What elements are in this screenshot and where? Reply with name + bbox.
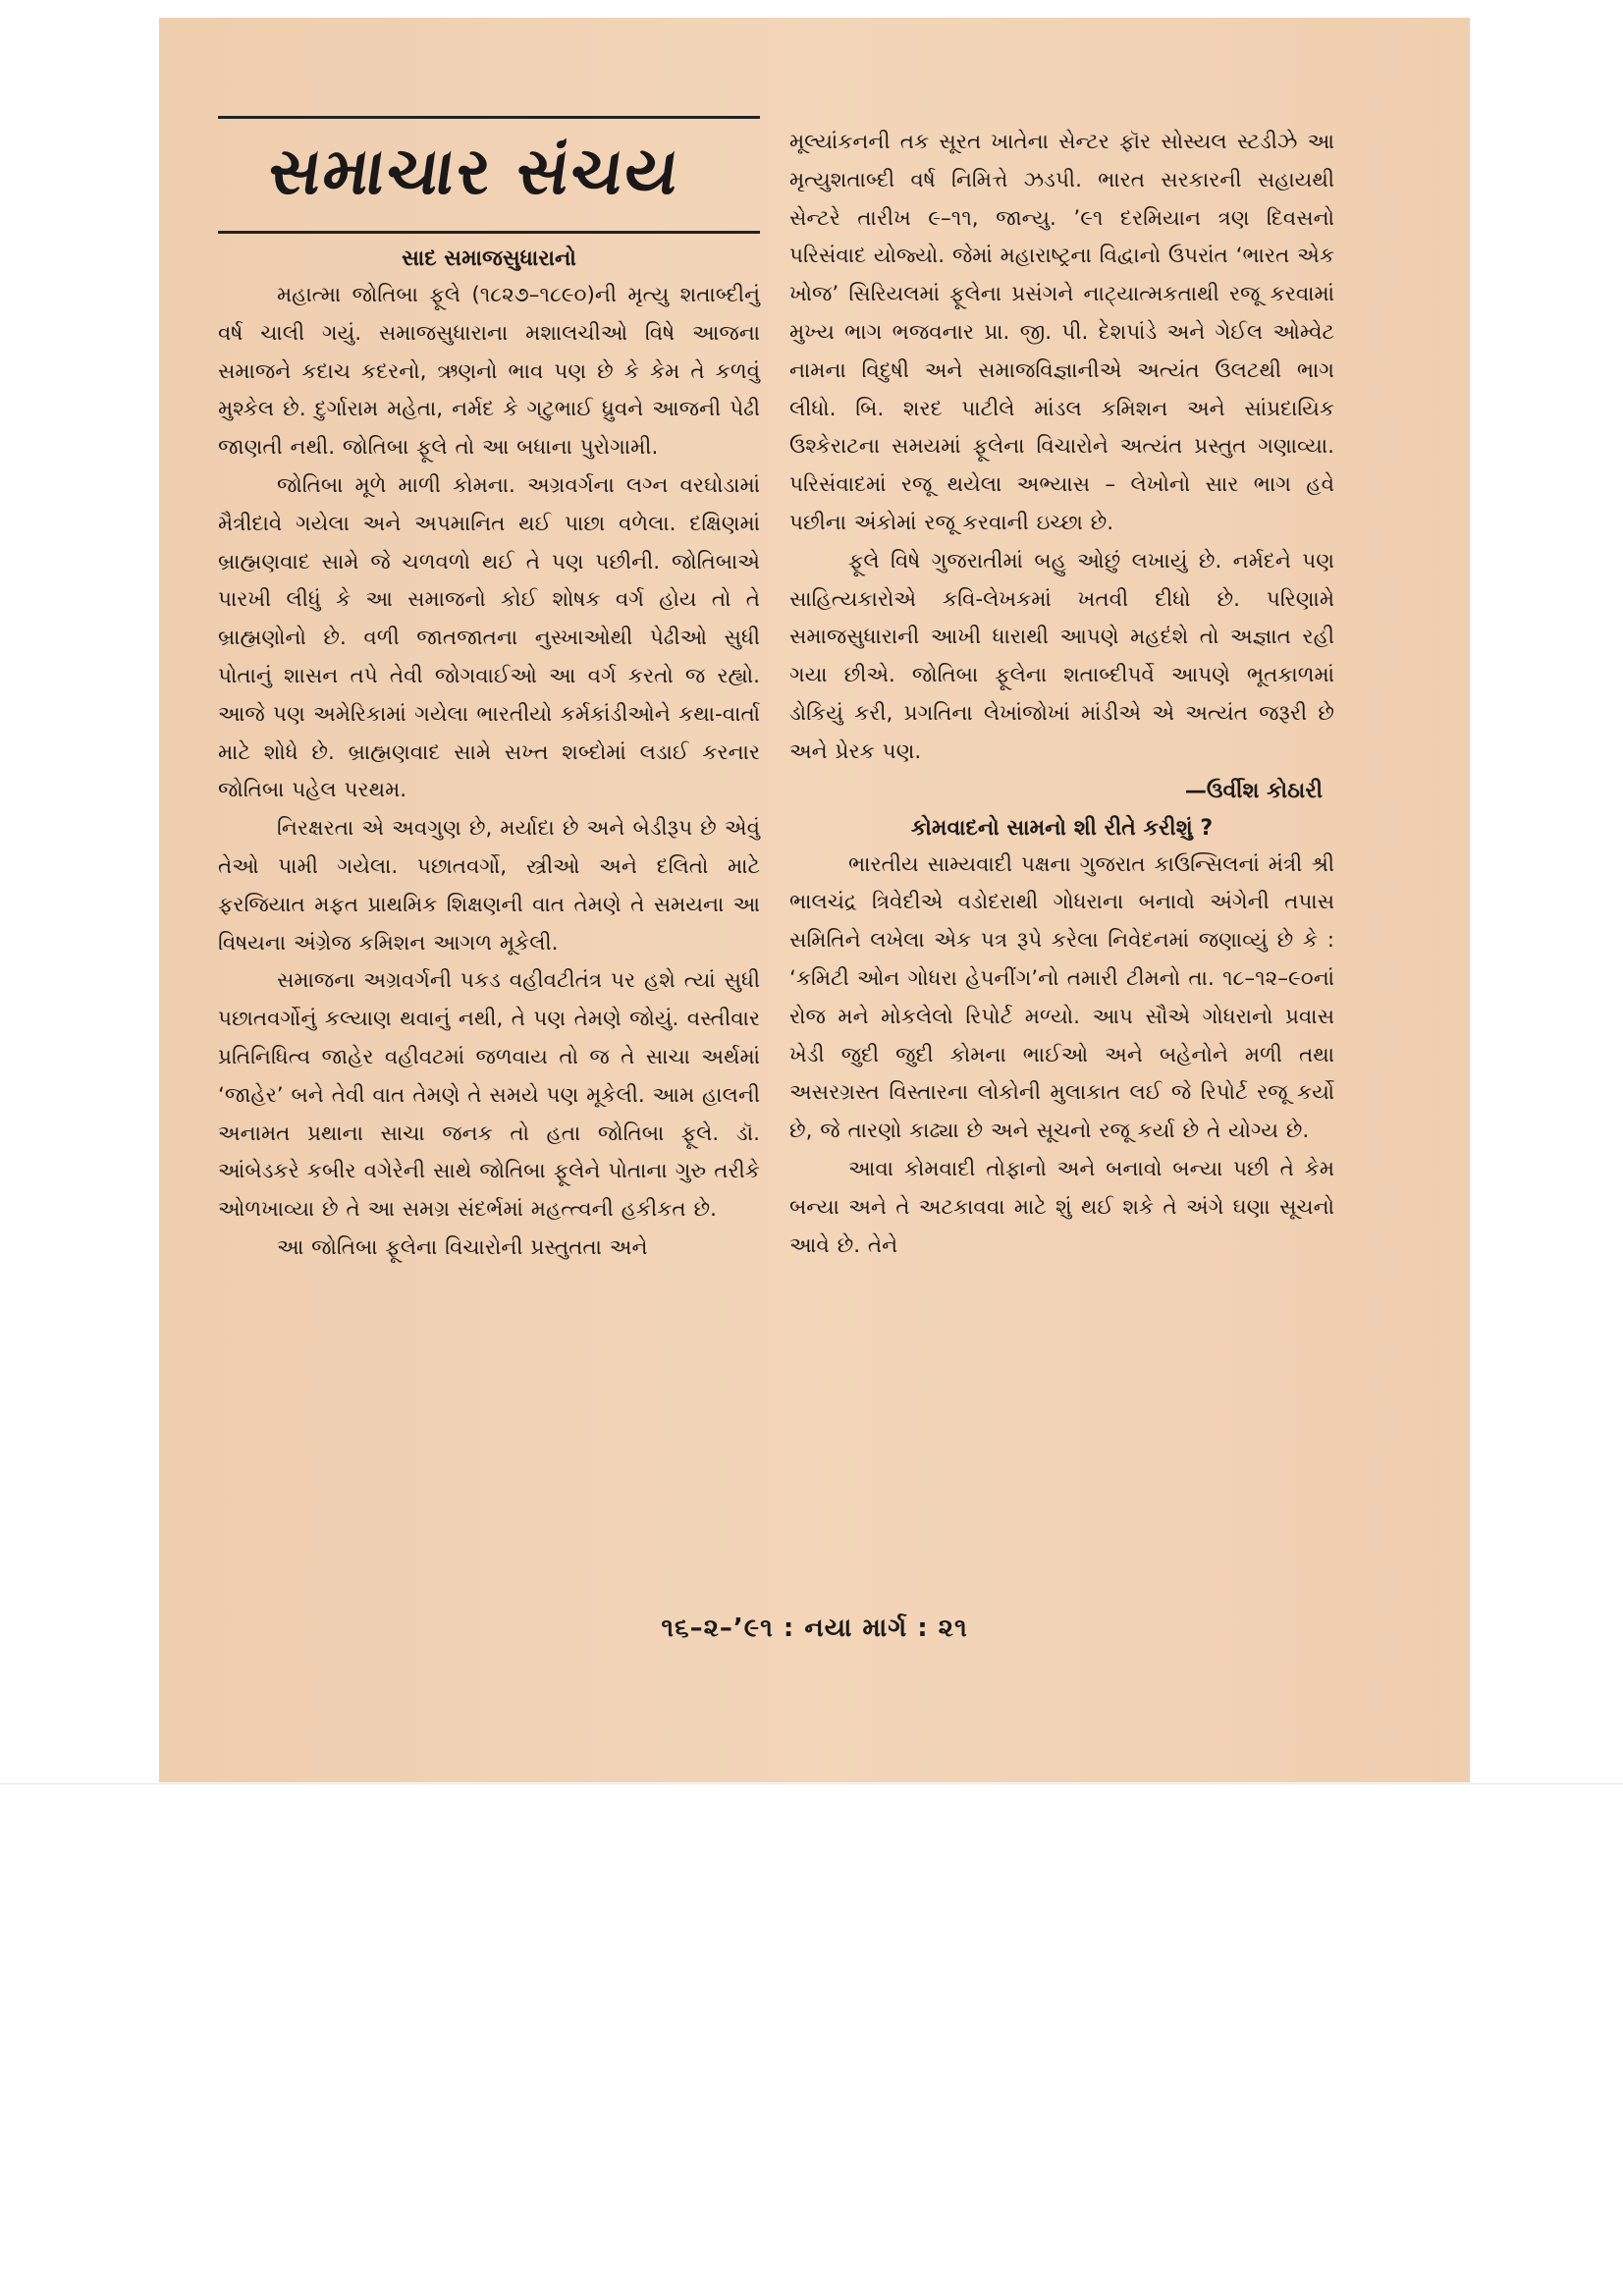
article-heading: કોમવાદનો સામનો શી રીતે કરીશું ?: [910, 815, 1214, 841]
article-social-reform-continued: [789, 124, 1334, 811]
article-paragraph: ભારતીય સામ્યવાદી પક્ષના ગુજરાત કાઉન્સિલનાં મંત્રી શ્રી ભાલચંદ્ર ત્રિવેદીએ વડોદરાથી ગોધરાના બનાવો અંગેની તપાસ સમિતિને લખેલા એક પત્ર રૂપે કરેલા નિવેદનમાં જણાવ્યું છે કે : ‘કમિટી ઓન ગોધરા હેપનીંગ’નો તમારી ટીમનો તા. ૧૮–૧૨–૯૦નાં રોજ મને મોકલેલો રિપોર્ટ મળ્યો. આપ સૌએ ગોધરાનો પ્રવાસ ખેડી જુદી જુદી કોમના ભાઈઓ અને બહેનોને મળી તથા અસરગ્રસ્ત વિસ્તારના લોકોની મુલાકાત લઈ જે રિપોર્ટ રજૂ કર્યો છે, જે તારણો કાઢ્યા છે અને સૂચનો રજૂ કર્યા છે તે યોગ્ય છે.: [789, 851, 1334, 1144]
page-footer: ૧૬–૨–’૯૧ : નયા માર્ગ : ૨૧: [661, 1613, 968, 1643]
article-paragraph: સમાજના અગ્રવર્ગની પકડ વહીવટીતંત્ર પર હશે ત્યાં સુધી પછાતવર્ગોનું કલ્યાણ થવાનું નથી, તે પણ તેમણે જોયું. વસ્તીવાર પ્રતિનિધિત્વ જાહેર વહીવટમાં જળવાય તો જ તે સાચા અર્થમાં ‘જાહેર’ બને તેવી વાત તેમણે તે સમયે પણ મૂકેલી. આમ હાલની અનામત પ્રથાના સાચા જનક તો હતા જોતિબા ફૂલે. ડૉ. આંબેડકરે કબીર વગેરેની સાથે જોતિબા ફૂલેને પોતાના ગુરુ તરીકે ઓળખાવ્યા છે તે આ સમગ્ર સંદર્ભમાં મહત્ત્વની હકીકત છે.: [218, 968, 760, 1223]
section-masthead: [218, 116, 760, 234]
article-paragraph: મૂલ્યાંકનની તક સૂરત ખાતેના સેન્ટર ફૉર સોસ્યલ સ્ટડીઝે આ મૃત્યુશતાબ્દી વર્ષ નિમિત્તે ઝડપી. ભારત સરકારની સહાયથી સેન્ટરે તારીખ ૯–૧૧, જાન્યુ. ’૯૧ દરમિયાન ત્રણ દિવસનો પરિસંવાદ યોજ્યો. જેમાં મહારાષ્ટ્રના વિદ્વાનો ઉપરાંત ‘ભારત એક ખોજ’ સિરિયલમાં ફૂલેના પ્રસંગને નાટ્યાત્મકતાથી રજૂ કરવામાં મુખ્ય ભાગ ભજવનાર પ્રા. જી. પી. દેશપાંડે અને ગેઈલ ઓમ્વેટ નામના વિદુષી અને સમાજવિજ્ઞાનીએ અત્યંત ઉલટથી ભાગ લીધો. બિ. શરદ પાટીલે માંડલ કમિશન અને સાંપ્રદાયિક ઉશ્કેરાટના સમયમાં ફૂલેના વિચારોને અત્યંત પ્રસ્તુત ગણાવ્યા. પરિસંવાદમાં રજૂ થયેલા અભ્યાસ – લેખોનો સાર ભાગ હવે પછીના અંકોમાં રજૂ કરવાની ઇચ્છા છે.: [789, 130, 1334, 535]
magazine-page: [159, 18, 1470, 1782]
scan-edge-line: [0, 1783, 1623, 1784]
article-communalism: [789, 811, 1334, 1266]
article-heading: સાદ સમાજસુધારાનો: [402, 246, 576, 271]
article-paragraph: નિરક્ષરતા એ અવગુણ છે, મર્યાદા છે અને બેડીરૂપ છે એવું તેઓ પામી ગયેલા. પછાતવર્ગો, સ્ત્રીઓ અને દલિતો માટે ફરજિયાત મફત પ્રાથમિક શિક્ષણની વાત તેમણે તે સમયના આ વિષયના અંગ્રેજ કમિશન આગળ મૂકેલી.: [218, 816, 760, 956]
article-paragraph: આ જોતિબા ફૂલેના વિચારોની પ્રસ્તુતતા અને: [277, 1234, 648, 1260]
article-social-reform: [218, 242, 760, 1268]
left-column: [218, 116, 760, 1268]
article-byline: —ઉર્વીશ કોઠારી: [1184, 778, 1323, 803]
article-paragraph: જોતિબા મૂળે માળી કોમના. અગ્રવર્ગના લગ્ન વરઘોડામાં મૈત્રીદાવે ગયેલા અને અપમાનિત થઈ પાછા વળેલા. દક્ષિણમાં બ્રાહ્મણવાદ સામે જે ચળવળો થઈ તે પણ પછીની. જોતિબાએ પારખી લીધું કે આ સમાજનો કોઈ શોષક વર્ગ હોય તો તે બ્રાહ્મણોનો છે. વળી જાતજાતના નુસ્ખાઓથી પેઢીઓ સુધી પોતાનું શાસન તપે તેવી જોગવાઈઓ આ વર્ગ કરતો જ રહ્યો. આજે પણ અમેરિકામાં ગયેલા ભારતીયો કર્મકાંડીઓને કથા-વાર્તા માટે શોધે છે. બ્રાહ્મણવાદ સામે સખ્ત શબ્દોમાં લડાઈ કરનાર જોતિબા પહેલ પરથમ.: [218, 472, 760, 803]
section-title: સમાચાર સંચય: [263, 134, 686, 209]
article-paragraph: મહાત્મા જોતિબા ફૂલે (૧૮૨૭–૧૮૯૦)ની મૃત્યુ શતાબ્દીનું વર્ષ ચાલી ગયું. સમાજસુધારાના મશાલચીઓ વિષે આજના સમાજને કદાચ કદરનો, ઋણનો ભાવ પણ છે કે કેમ તે કળવું મુશ્કેલ છે. દુર્ગારામ મહેતા, નર્મદ કે ગટુભાઈ ધ્રુવને આજની પેઢી જાણતી નથી. જોતિબા ફૂલે તો આ બધાના પુરોગામી.: [218, 283, 760, 461]
article-paragraph: ફૂલે વિષે ગુજરાતીમાં બહુ ઓછું લખાયું છે. નર્મદને પણ સાહિત્યકારોએ કવિ-લેખકમાં ખતવી દીધો છે. પરિણામે સમાજસુધારાની આખી ધારાથી આપણે મહદંશે તો અજ્ઞાત રહી ગયા છીએ. જોતિબા ફૂલેના શતાબ્દીપર્વે આપણે ભૂતકાળમાં ડોકિયું કરી, પ્રગતિના લેખાંજોખાં માંડીએ એ અત્યંત જરૂરી છે અને પ્રેરક પણ.: [789, 548, 1334, 764]
right-column: [789, 124, 1334, 1265]
article-paragraph: આવા કોમવાદી તોફાનો અને બનાવો બન્યા પછી તે કેમ બન્યા અને તે અટકાવવા માટે શું થઈ શકે તે અંગે ઘણા સૂચનો આવે છે. તેને: [789, 1156, 1334, 1258]
